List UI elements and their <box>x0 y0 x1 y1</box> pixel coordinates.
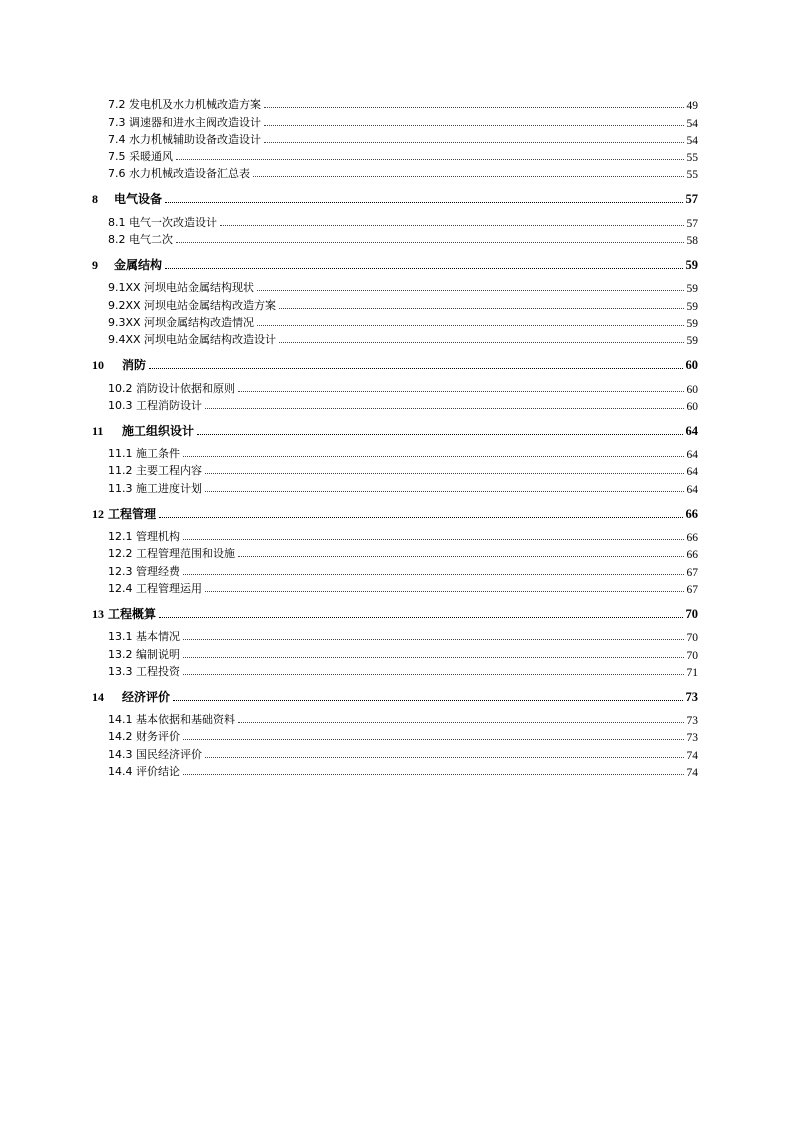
toc-entry-title: 12.4 工程管理运用 <box>108 581 202 595</box>
toc-section-entry[interactable] <box>92 95 698 112</box>
toc-dot-leader <box>253 176 684 177</box>
toc-entry-title: 12.2 工程管理范围和设施 <box>108 547 235 561</box>
toc-page-number: 49 <box>686 100 698 113</box>
toc-dot-leader <box>159 517 682 518</box>
toc-page-number: 60 <box>685 358 698 373</box>
toc-dot-leader <box>183 456 684 457</box>
toc-entry-title: 10.2 消防设计依据和原则 <box>108 381 235 395</box>
toc-page-number: 70 <box>686 632 698 645</box>
toc-dot-leader <box>183 539 684 540</box>
toc-chapter-number: 13 <box>92 606 104 621</box>
toc-section-entry[interactable] <box>92 230 698 247</box>
toc-section-entry[interactable] <box>92 710 698 727</box>
toc-dot-leader <box>205 408 684 409</box>
toc-page-number: 60 <box>686 400 698 413</box>
toc-dot-leader <box>279 308 683 309</box>
toc-chapter-entry[interactable] <box>92 685 698 705</box>
toc-entry-title: 11.1 施工条件 <box>108 447 180 461</box>
toc-dot-leader <box>264 107 684 108</box>
toc-page-number: 66 <box>685 506 698 521</box>
toc-entry-title: 14.3 国民经济评价 <box>108 747 202 761</box>
toc-dot-leader <box>183 739 684 740</box>
toc-chapter-number: 14 <box>92 689 104 704</box>
toc-chapter-entry[interactable] <box>92 253 698 273</box>
toc-entry-title <box>92 505 156 522</box>
toc-chapter-number: 8 <box>92 192 98 207</box>
toc-page-number: 73 <box>686 715 698 728</box>
toc-entry-title: 7.3 调速器和进水主阀改造设计 <box>108 115 261 129</box>
toc-page-number: 73 <box>686 732 698 745</box>
toc-section-entry[interactable] <box>92 147 698 164</box>
toc-section-entry[interactable] <box>92 164 698 181</box>
toc-page-number: 67 <box>686 583 698 596</box>
toc-entry-title: 8.1 电气一次改造设计 <box>108 215 217 229</box>
toc-dot-leader <box>197 434 682 435</box>
toc-dot-leader <box>238 391 684 392</box>
toc-chapter-title: 消防 <box>122 358 147 373</box>
toc-section-entry[interactable] <box>92 444 698 461</box>
toc-entry-title <box>92 190 162 207</box>
toc-entry-title: 14.2 财务评价 <box>108 730 180 744</box>
toc-section-entry[interactable] <box>92 396 698 413</box>
toc-chapter-entry[interactable] <box>92 602 698 622</box>
toc-chapter-entry[interactable] <box>92 187 698 207</box>
toc-entry-title: 9.4XX 河坝电站金属结构改造设计 <box>108 333 277 347</box>
toc-page-number: 74 <box>686 767 698 780</box>
toc-entry-title <box>92 422 194 439</box>
toc-page-number: 54 <box>686 117 698 130</box>
toc-dot-leader <box>279 342 683 343</box>
toc-dot-leader <box>205 473 684 474</box>
toc-section-entry[interactable] <box>92 330 698 347</box>
toc-dot-leader <box>257 325 683 326</box>
toc-page-number: 59 <box>686 335 698 348</box>
toc-dot-leader <box>165 268 682 269</box>
toc-page-number: 64 <box>686 466 698 479</box>
toc-page-number: 64 <box>686 483 698 496</box>
toc-section-entry[interactable] <box>92 579 698 596</box>
toc-page-number: 64 <box>685 423 698 438</box>
toc-dot-leader <box>205 591 684 592</box>
toc-page-number: 54 <box>686 134 698 147</box>
toc-dot-leader <box>183 674 684 675</box>
toc-page-number: 70 <box>686 649 698 662</box>
toc-dot-leader <box>257 290 683 291</box>
toc-section-entry[interactable] <box>92 644 698 661</box>
toc-section-entry[interactable] <box>92 561 698 578</box>
toc-chapter-title: 电气设备 <box>114 192 163 207</box>
toc-page-number: 67 <box>686 566 698 579</box>
toc-dot-leader <box>183 657 684 658</box>
toc-dot-leader <box>176 159 684 160</box>
toc-entry-title: 9.1XX 河坝电站金属结构现状 <box>108 281 255 295</box>
toc-chapter-entry[interactable] <box>92 353 698 373</box>
toc-section-entry[interactable] <box>92 313 698 330</box>
toc-page-number: 73 <box>685 689 698 704</box>
toc-dot-leader <box>205 757 684 758</box>
toc-page-number: 55 <box>686 152 698 165</box>
toc-section-entry[interactable] <box>92 662 698 679</box>
toc-entry-title: 7.4 水力机械辅助设备改造设计 <box>108 132 261 146</box>
toc-page-number: 66 <box>686 532 698 545</box>
toc-dot-leader <box>183 774 684 775</box>
toc-entry-title: 11.2 主要工程内容 <box>108 464 202 478</box>
toc-page-number: 74 <box>686 749 698 762</box>
toc-chapter-title: 工程概算 <box>108 606 157 621</box>
toc-chapter-number: 11 <box>92 423 104 438</box>
toc-entry-title: 12.1 管理机构 <box>108 530 180 544</box>
toc-page-number: 58 <box>686 235 698 248</box>
toc-page-number: 59 <box>686 283 698 296</box>
toc-chapter-number: 10 <box>92 358 104 373</box>
toc-entry-title: 12.3 管理经费 <box>108 564 180 578</box>
toc-page-number: 64 <box>686 449 698 462</box>
toc-dot-leader <box>220 225 684 226</box>
toc-entry-title <box>92 605 156 622</box>
toc-page-number: 59 <box>686 317 698 330</box>
toc-entry-title: 8.2 电气二次 <box>108 233 173 247</box>
toc-section-entry[interactable] <box>92 461 698 478</box>
toc-section-entry[interactable] <box>92 527 698 544</box>
toc-chapter-number: 12 <box>92 506 104 521</box>
toc-section-entry[interactable] <box>92 112 698 129</box>
toc-entry-title: 9.3XX 河坝金属结构改造情况 <box>108 315 255 329</box>
toc-chapter-title: 金属结构 <box>114 258 163 273</box>
toc-section-entry[interactable] <box>92 627 698 644</box>
toc-section-entry[interactable] <box>92 744 698 761</box>
toc-entry-title: 13.3 工程投资 <box>108 664 180 678</box>
toc-entry-title: 13.2 编制说明 <box>108 647 180 661</box>
toc-entry-title: 9.2XX 河坝电站金属结构改造方案 <box>108 298 277 312</box>
toc-entry-title: 14.1 基本依据和基础资料 <box>108 713 235 727</box>
toc-chapter-number: 9 <box>92 258 98 273</box>
toc-section-entry[interactable] <box>92 130 698 147</box>
toc-entry-title: 11.3 施工进度计划 <box>108 481 202 495</box>
toc-section-entry[interactable] <box>92 762 698 779</box>
toc-dot-leader <box>205 491 684 492</box>
toc-chapter-title: 工程管理 <box>108 506 157 521</box>
toc-page-number: 60 <box>686 383 698 396</box>
toc-dot-leader <box>149 368 682 369</box>
toc-dot-leader <box>183 574 684 575</box>
toc-entry-title: 13.1 基本情况 <box>108 630 180 644</box>
toc-entry-title: 10.3 工程消防设计 <box>108 398 202 412</box>
toc-page-number: 59 <box>685 258 698 273</box>
toc-section-entry[interactable] <box>92 278 698 295</box>
toc-page-number: 57 <box>686 217 698 230</box>
toc-dot-leader <box>264 125 684 126</box>
toc-page-number: 55 <box>686 169 698 182</box>
toc-section-entry[interactable] <box>92 544 698 561</box>
toc-entry-title: 7.5 采暖通风 <box>108 150 173 164</box>
toc-section-entry[interactable] <box>92 378 698 395</box>
toc-entry-title: 7.6 水力机械改造设备汇总表 <box>108 167 250 181</box>
toc-dot-leader <box>238 722 684 723</box>
toc-dot-leader <box>165 202 682 203</box>
toc-chapter-entry[interactable] <box>92 419 698 439</box>
toc-section-entry[interactable] <box>92 478 698 495</box>
toc-chapter-title: 施工组织设计 <box>122 423 195 438</box>
toc-dot-leader <box>264 142 684 143</box>
toc-dot-leader <box>176 242 684 243</box>
toc-dot-leader <box>159 617 682 618</box>
toc-section-entry[interactable] <box>92 727 698 744</box>
toc-page-number: 57 <box>685 192 698 207</box>
toc-section-entry[interactable] <box>92 295 698 312</box>
toc-section-entry[interactable] <box>92 212 698 229</box>
toc-page-number: 70 <box>685 606 698 621</box>
toc-page-number: 66 <box>686 549 698 562</box>
toc-chapter-entry[interactable] <box>92 502 698 522</box>
toc-entry-title: 14.4 评价结论 <box>108 765 180 779</box>
toc-dot-leader <box>173 700 682 701</box>
toc-entry-title <box>92 256 162 273</box>
toc-entry-title <box>92 356 146 373</box>
table-of-contents <box>92 95 698 779</box>
toc-chapter-title: 经济评价 <box>122 689 171 704</box>
toc-dot-leader <box>238 556 684 557</box>
toc-entry-title: 7.2 发电机及水力机械改造方案 <box>108 98 261 112</box>
toc-page-number: 59 <box>686 300 698 313</box>
toc-entry-title <box>92 688 170 705</box>
toc-page-number: 71 <box>686 666 698 679</box>
toc-dot-leader <box>183 639 684 640</box>
